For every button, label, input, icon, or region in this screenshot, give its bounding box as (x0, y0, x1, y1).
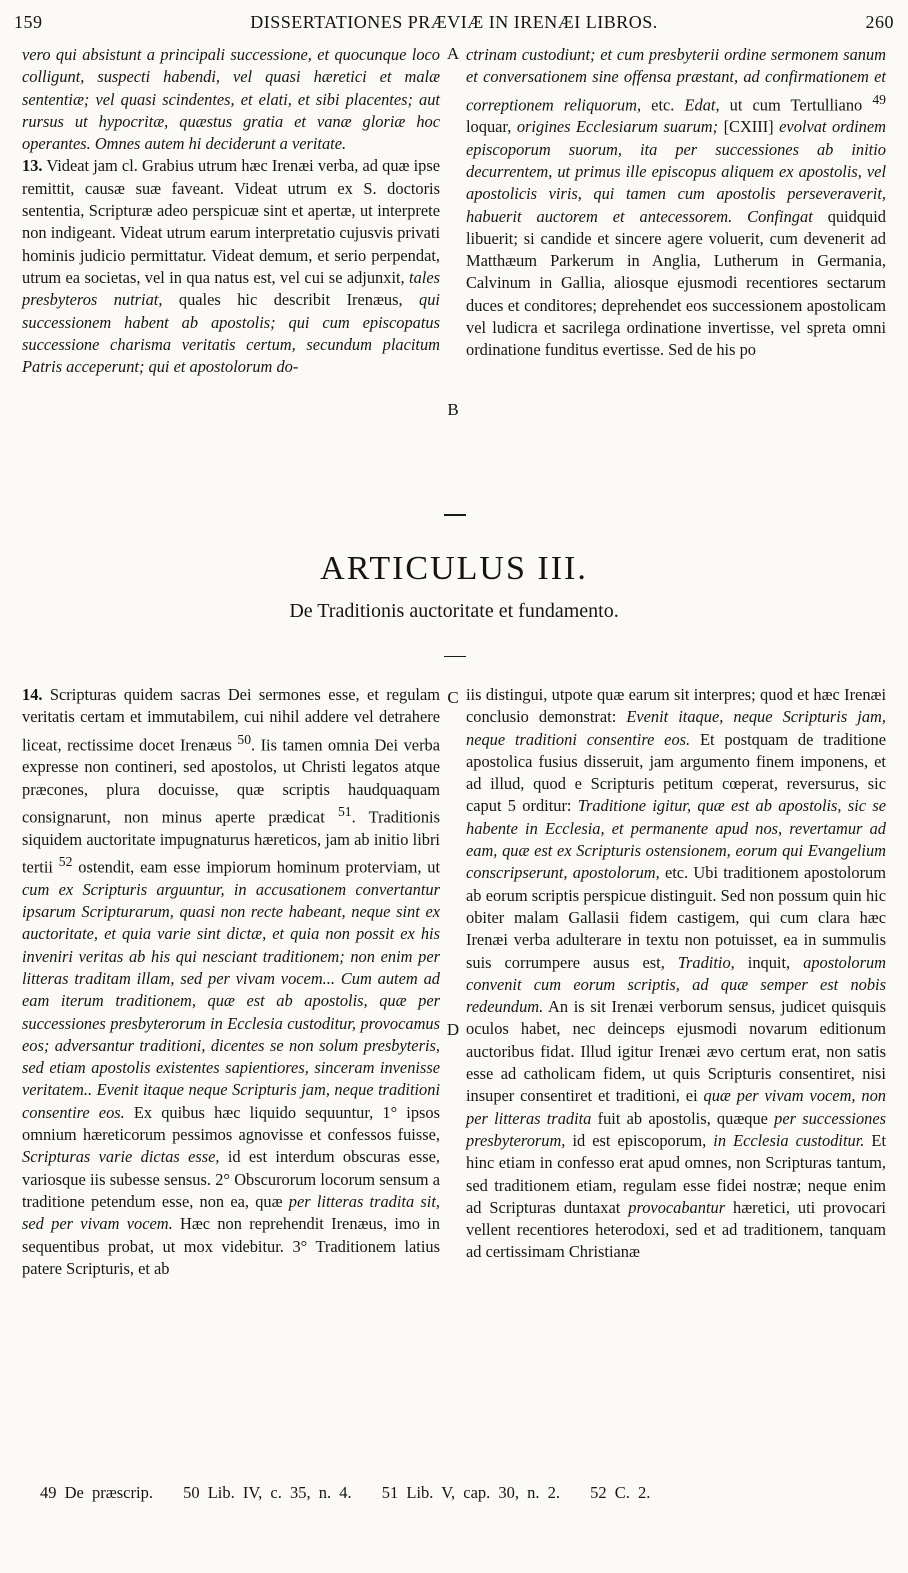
footnotes (40, 1483, 900, 1503)
paragraph-italic: in Ecclesia custoditur. (713, 1130, 865, 1150)
paragraph-text: hæretici, uti provocari vellent recentiores heterodoxi, sed et ad traditionem, tanquam ad certissimam Christianæ (466, 1197, 886, 1262)
paragraph-italic: Scripturas varie dictas esse, (22, 1147, 220, 1167)
page-number-right: 260 (865, 11, 894, 32)
subtitle-divider (444, 656, 466, 657)
paragraph-text: , ut cum Tertulliano (715, 95, 873, 115)
paragraph-text: etc. Ubi traditionem apostolorum ab eorum scriptis perspicue distinguit. Sed non possum quin hic obiter malam Gallasii fidem castigem, qui cum clara hæc Irenæi verba adulterare in textu non potuisset, ea in summulis suis corrumpere ausus est, (466, 863, 886, 972)
bottom-left-column (22, 684, 440, 1280)
page-reference: [CXIII] (718, 117, 780, 137)
paragraph-italic: origines Ecclesiarum suarum; (516, 117, 719, 137)
paragraph-text: Et hinc etiam in confesso erat apud omnes, non Scripturas tantum, sed traditionem etiam, regulam esse fidei nostræ; neque enim ad Scripturas duntaxat (466, 1130, 886, 1217)
article-subtitle: De Traditionis auctoritate et fundamento. (289, 600, 619, 622)
margin-marker-d: D (446, 1020, 460, 1039)
paragraph-14 (22, 684, 440, 1280)
footnote-50: 50 Lib. IV, c. 35, n. 4. (183, 1483, 352, 1502)
paragraph-text: Scripturas quidem sacras Dei sermones esse, et regulam veritatis certam et immutabilem, cui nihil addere vel detrahere liceat, rectissime docet Irenæus (22, 685, 440, 755)
bottom-right-column (466, 684, 886, 1264)
footnote-49: 49 De præscrip. (40, 1483, 153, 1502)
paragraph-text: inquit, (734, 952, 804, 972)
paragraph-text: id est interdum obscuras esse, variosque iis subesse sensus. 2° Obscurorum locorum sensum a traditione petendum esse, non ea, quæ (22, 1147, 440, 1211)
paragraph-text: Videat jam cl. Grabius utrum hæc Irenæi verba, ad quæ ipse remittit, causæ suæ faveant. Videat utrum ex S. doctoris sententia, Scripturæ adeo perspicuæ sint et apertæ, ut interprete non indigeant. Videat utrum earum interpretatio cujusvis privati hominis judicio permittatur. Videat demum, et serio perpendat, utrum ea societas, vel in qua natus est, vel cui se adjunxit, (22, 156, 440, 287)
paragraph-italic: qui successionem habent ab apostolis; qui cum episcopatus successione charisma veritatis certum, secundum placitum Patris acceperunt; qui et apostolorum do- (22, 290, 440, 377)
paragraph-italic: Traditione igitur, quæ est ab apostolis, sic se habente in Ecclesia, et permanente apud nos, revertamur ad eam, quæ est ex Scripturis ostensionem, eorum qui Evangelium conscripserunt, apostolorum, (466, 796, 886, 883)
paragraph-text: An is sit Irenæi verborum sensus, judicet quisquis oculos habet, nec deinceps ejusmodi novarum editionum auctoribus fidat. Illud igitur Irenæi ævo certum erat, non satis esse ad catholicam fidem, ut quis Scripturis consentiret, nisi insuper consentiret et traditioni, ei (466, 997, 886, 1106)
top-right-column (466, 44, 886, 362)
footnote-ref: 49 (872, 91, 886, 107)
paragraph-italic: quæ per vivam vocem, non per litteras tradita (466, 1086, 886, 1128)
paragraph-text: loquar, (466, 117, 517, 137)
paragraph-text: Ex quibus hæc liquido sequuntur, 1° ipsos omnium hæreticorum pessimos agnovisse et confessos fuisse, (22, 1102, 440, 1145)
paragraph-14-continued (466, 684, 886, 1264)
paragraph-italic: Edat (684, 95, 716, 115)
paragraph-italic: Evenit itaque, neque Scripturis jam, neque traditioni consentire eos. (466, 707, 886, 749)
footnote-51: 51 Lib. V, cap. 30, n. 2. (381, 1483, 561, 1502)
paragraph-italic: tales presbyteros nutriat, (22, 267, 440, 310)
paragraph-italic: Traditio, (677, 952, 735, 972)
paragraph-italic: ctrinam custodiunt; et cum presbyterii ordine sermonem sanum et conversationem sine offensa præstant, ad confirmationem et correptionem reliquorum, (466, 45, 886, 115)
running-title: DISSERTATIONES PRÆVIÆ IN IRENÆI LIBROS. (250, 11, 658, 32)
paragraph-italic: per litteras tradita sit, sed per vivam vocem. (22, 1191, 440, 1234)
margin-marker-c: C (447, 688, 459, 707)
margin-marker-a: A (446, 44, 460, 63)
running-head (14, 8, 894, 36)
paragraph-text: iis distingui, utpote quæ earum sit interpres; quod et hæc Irenæi conclusio demonstrat: (466, 685, 886, 727)
margin-marker-b: B (447, 400, 459, 419)
paragraph-12-end: vero qui absistunt a principali successione, et quocunque loco colligunt, suspecti habendi, vel quasi hæretici et malæ sententiæ; vel quasi scindentes, et elati, et sibi placentes; aut rursus ut hypocritæ, quæstus gratia et vanæ gloriæ hoc operantes. Omnes autem hi deciderunt a veritate. (22, 45, 440, 154)
paragraph-text: quidquid libuerit; si candide et sincere agere voluerit, cum devenerit ad Matthæum Parkerum in Anglia, Lutherum in Germania, Calvinum in Gallia, aliosque ejusmodi recentiores sectarum duces et conditores; deprehendet eos successionem apostolicam vel ludicra et sacrilega ordinatione invertisse, vel spreta omni ordinatione funditus evertisse. Sed de his po (466, 206, 886, 360)
footnote-ref: 51 (337, 803, 352, 819)
paragraph-text: Et postquam de traditione apostolica fusius disseruit, jam argumento finem imponens, et ad illud, quod e Scripturis petitum cœperat, reversurus, sic caput 5 orditur: (466, 729, 886, 816)
paragraph-italic: evolvat ordinem episcoporum suorum, ita per successiones ab initio decurrentem, ut primus ille episcopus aliquem ex apostolis, vel apostolicis viris, qui tamen cum apostolis perseveraverit, habuerit auctorem et antecessorem. Confingat (466, 117, 886, 226)
page-number-left: 159 (14, 11, 43, 32)
paragraph-13 (22, 155, 440, 378)
paragraph-italic: provocabantur (628, 1197, 726, 1217)
paragraph-text: id est episcoporum, (565, 1130, 714, 1150)
paragraph-italic: per successiones presbyterorum, (466, 1108, 886, 1150)
paragraph-13-continued (466, 44, 886, 362)
paragraph-text: ostendit, eam esse impiorum hominum proterviam, ut (72, 857, 441, 877)
paragraph-text: quales hic describit Irenæus, (162, 290, 420, 310)
footnote-ref: 52 (58, 854, 73, 870)
top-left-column (22, 44, 440, 378)
paragraph-text: etc. (641, 95, 685, 115)
paragraph-italic: cum ex Scripturis arguuntur, in accusationem convertantur ipsarum Scripturarum, quasi non recte habeant, neque sint ex auctoritate, et quia varie sint dictæ, et quia non possit ex his inveniri veritas ab his qui nesciant traditionem; non enim per litteras traditam illam, sed per vivam vocem... Cum autem ad eam iterum traditionem, quæ est ab apostolis, quæ per successiones presbyterorum in Ecclesia custoditur, provocamus eos; adversantur traditioni, dicentes se non solum presbyteris, sed etiam apostolis existentes sapientiores, sinceram invenisse veritatem.. Evenit itaque neque Scripturis jam, neque traditioni consentire eos. (22, 879, 440, 1122)
paragraph-number: 13. (22, 156, 43, 176)
footnote-52: 52 C. 2. (590, 1483, 651, 1502)
paragraph-italic: apostolorum convenit cum eorum scriptis, ad quæ semper est nobis redeundum. (466, 952, 886, 1017)
article-heading: ARTICULUS III. (320, 550, 588, 587)
paragraph-text: fuit ab apostolis, quæque (591, 1108, 775, 1128)
paragraph-text: . Traditionis siquidem auctoritate impugnaturus hæreticos, jam ab initio libri tertii (22, 807, 440, 877)
footnote-ref: 50 (237, 731, 252, 747)
section-divider (444, 514, 466, 516)
paragraph-text: Hæc non reprehendit Irenæus, imo in sequentibus probat, ut mox videbitur. 3° Traditionem latius patere Scripturis, et ab (22, 1214, 440, 1278)
paragraph-number: 14. (22, 685, 43, 704)
paragraph-text: . Iis tamen omnia Dei verba expresse non contineri, sed apostolos, ut Christi legatos atque præcones, plura docuisse, quæ scriptis haudquaquam consignarunt, non minus aperte prædicat (22, 735, 440, 827)
